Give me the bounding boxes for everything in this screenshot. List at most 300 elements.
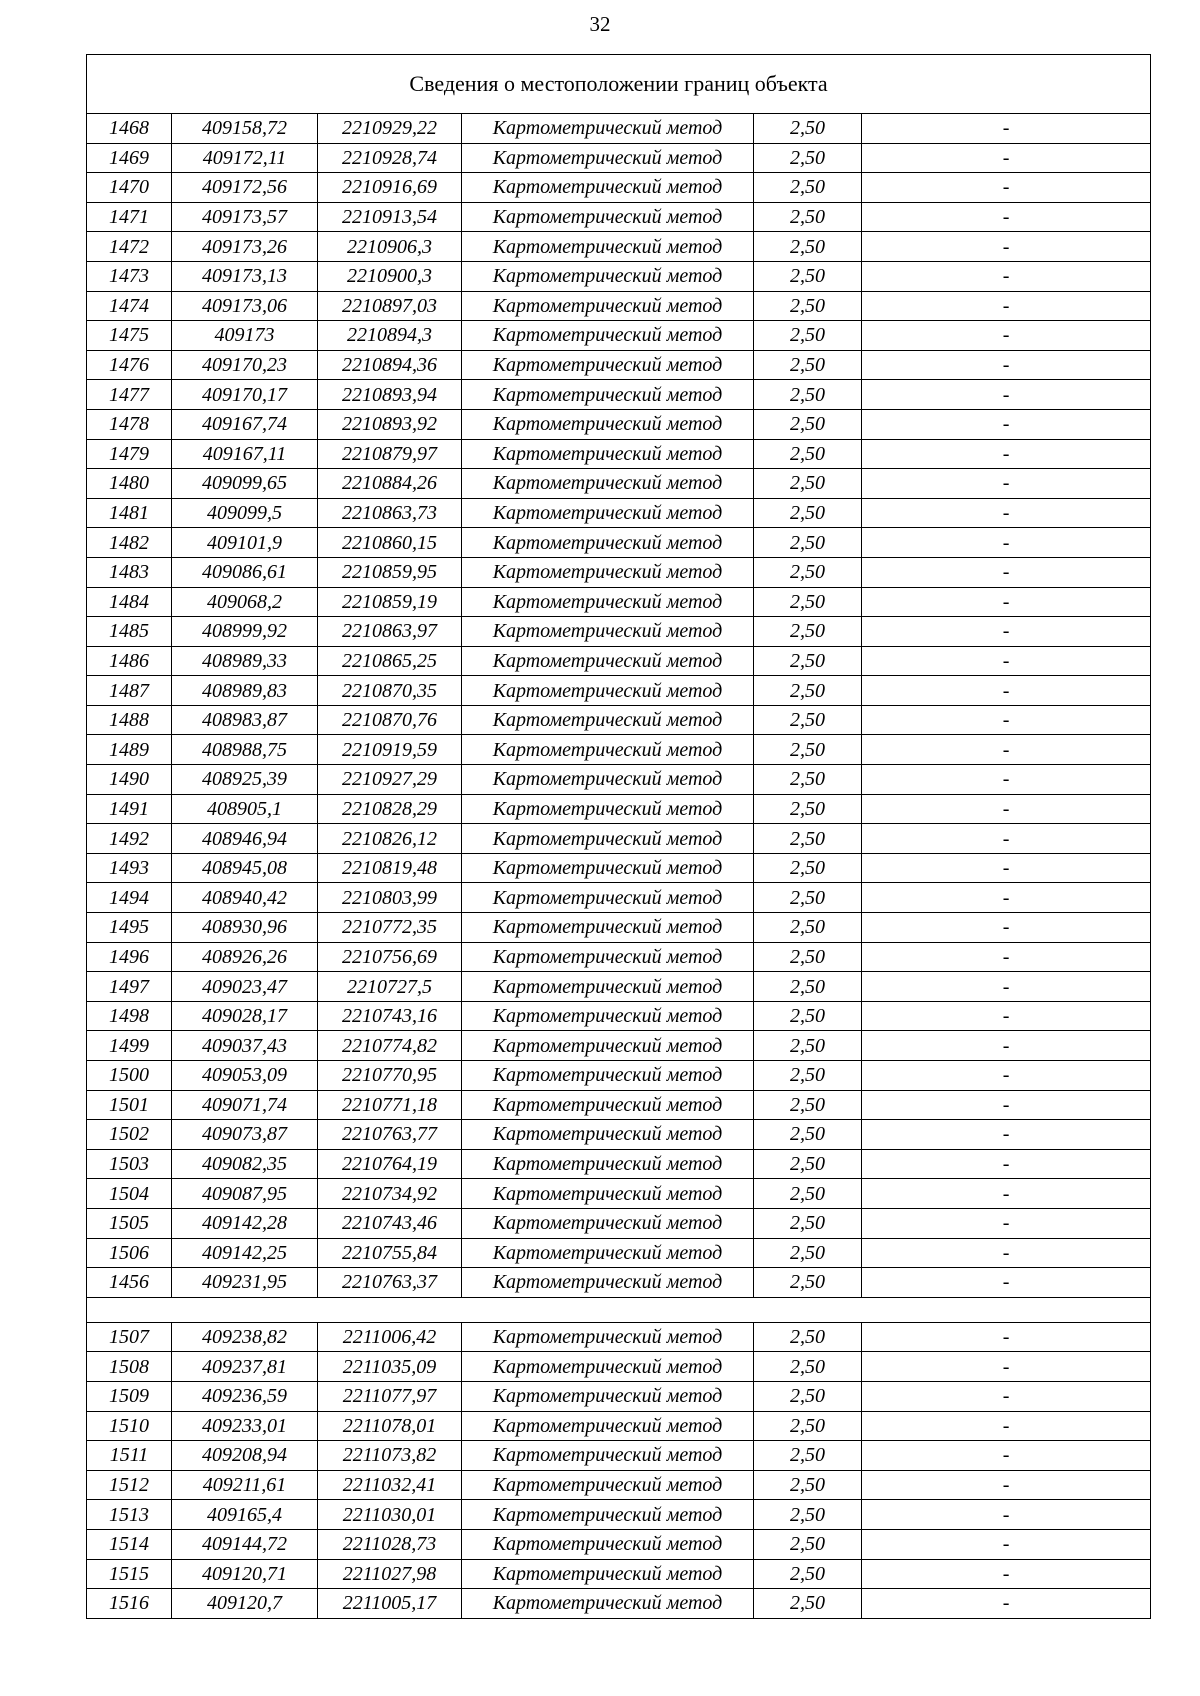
point-number-cell: 1497 [87,972,172,1002]
y-coordinate-cell: 2210863,97 [318,617,462,647]
x-coordinate-cell: 409037,43 [172,1031,318,1061]
method-cell: Картометрический метод [462,557,754,587]
accuracy-cell: 2,50 [754,1381,862,1411]
x-coordinate-cell: 409208,94 [172,1441,318,1471]
accuracy-cell: 2,50 [754,350,862,380]
note-cell: - [862,1352,1151,1382]
table-row [87,202,1151,232]
table-row [87,1441,1151,1471]
point-number-cell: 1470 [87,173,172,203]
point-number-cell: 1510 [87,1411,172,1441]
method-cell: Картометрический метод [462,883,754,913]
note-cell: - [862,1149,1151,1179]
point-number-cell: 1487 [87,676,172,706]
x-coordinate-cell: 408905,1 [172,794,318,824]
accuracy-cell: 2,50 [754,380,862,410]
x-coordinate-cell: 409144,72 [172,1529,318,1559]
x-coordinate-cell: 409237,81 [172,1352,318,1382]
table-row [87,1149,1151,1179]
method-cell: Картометрический метод [462,291,754,321]
point-number-cell: 1511 [87,1441,172,1471]
x-coordinate-cell: 409167,11 [172,439,318,469]
note-cell: - [862,1322,1151,1352]
note-cell: - [862,1061,1151,1091]
method-cell: Картометрический метод [462,173,754,203]
method-cell: Картометрический метод [462,705,754,735]
section-separator-row [87,1297,1151,1322]
method-cell: Картометрический метод [462,794,754,824]
y-coordinate-cell: 2210900,3 [318,261,462,291]
y-coordinate-cell: 2210859,95 [318,557,462,587]
point-number-cell: 1506 [87,1238,172,1268]
table-row [87,617,1151,647]
x-coordinate-cell: 408988,75 [172,735,318,765]
accuracy-cell: 2,50 [754,1001,862,1031]
y-coordinate-cell: 2210919,59 [318,735,462,765]
x-coordinate-cell: 409023,47 [172,972,318,1002]
method-cell: Картометрический метод [462,617,754,647]
accuracy-cell: 2,50 [754,528,862,558]
x-coordinate-cell: 409101,9 [172,528,318,558]
x-coordinate-cell: 409068,2 [172,587,318,617]
note-cell: - [862,735,1151,765]
x-coordinate-cell: 409173 [172,321,318,351]
accuracy-cell: 2,50 [754,1031,862,1061]
point-number-cell: 1507 [87,1322,172,1352]
point-number-cell: 1508 [87,1352,172,1382]
x-coordinate-cell: 409099,5 [172,498,318,528]
table-row [87,942,1151,972]
x-coordinate-cell: 409082,35 [172,1149,318,1179]
y-coordinate-cell: 2211006,42 [318,1322,462,1352]
x-coordinate-cell: 409087,95 [172,1179,318,1209]
table-row [87,143,1151,173]
boundary-table [86,54,1151,1619]
x-coordinate-cell: 409231,95 [172,1268,318,1298]
accuracy-cell: 2,50 [754,1352,862,1382]
point-number-cell: 1499 [87,1031,172,1061]
method-cell: Картометрический метод [462,1149,754,1179]
accuracy-cell: 2,50 [754,232,862,262]
accuracy-cell: 2,50 [754,942,862,972]
method-cell: Картометрический метод [462,1470,754,1500]
method-cell: Картометрический метод [462,1589,754,1619]
accuracy-cell: 2,50 [754,765,862,795]
point-number-cell: 1498 [87,1001,172,1031]
accuracy-cell: 2,50 [754,1179,862,1209]
table-row [87,114,1151,144]
accuracy-cell: 2,50 [754,972,862,1002]
method-cell: Картометрический метод [462,1322,754,1352]
method-cell: Картометрический метод [462,1500,754,1530]
method-cell: Картометрический метод [462,1031,754,1061]
accuracy-cell: 2,50 [754,173,862,203]
point-number-cell: 1456 [87,1268,172,1298]
x-coordinate-cell: 408989,83 [172,676,318,706]
method-cell: Картометрический метод [462,1441,754,1471]
y-coordinate-cell: 2210928,74 [318,143,462,173]
method-cell: Картометрический метод [462,587,754,617]
accuracy-cell: 2,50 [754,557,862,587]
accuracy-cell: 2,50 [754,114,862,144]
y-coordinate-cell: 2210774,82 [318,1031,462,1061]
note-cell: - [862,913,1151,943]
y-coordinate-cell: 2210756,69 [318,942,462,972]
x-coordinate-cell: 409172,11 [172,143,318,173]
y-coordinate-cell: 2210770,95 [318,1061,462,1091]
note-cell: - [862,1031,1151,1061]
x-coordinate-cell: 409170,17 [172,380,318,410]
accuracy-cell: 2,50 [754,1149,862,1179]
point-number-cell: 1495 [87,913,172,943]
method-cell: Картометрический метод [462,261,754,291]
x-coordinate-cell: 409236,59 [172,1381,318,1411]
point-number-cell: 1516 [87,1589,172,1619]
note-cell: - [862,1208,1151,1238]
note-cell: - [862,1090,1151,1120]
accuracy-cell: 2,50 [754,617,862,647]
accuracy-cell: 2,50 [754,409,862,439]
accuracy-cell: 2,50 [754,853,862,883]
point-number-cell: 1501 [87,1090,172,1120]
section-separator [87,1297,1151,1322]
method-cell: Картометрический метод [462,439,754,469]
y-coordinate-cell: 2210897,03 [318,291,462,321]
table-row [87,350,1151,380]
y-coordinate-cell: 2210743,46 [318,1208,462,1238]
y-coordinate-cell: 2211078,01 [318,1411,462,1441]
y-coordinate-cell: 2210772,35 [318,913,462,943]
point-number-cell: 1473 [87,261,172,291]
method-cell: Картометрический метод [462,1090,754,1120]
x-coordinate-cell: 408983,87 [172,705,318,735]
accuracy-cell: 2,50 [754,587,862,617]
accuracy-cell: 2,50 [754,1120,862,1150]
accuracy-cell: 2,50 [754,1441,862,1471]
y-coordinate-cell: 2211005,17 [318,1589,462,1619]
method-cell: Картометрический метод [462,765,754,795]
y-coordinate-cell: 2210916,69 [318,173,462,203]
point-number-cell: 1493 [87,853,172,883]
accuracy-cell: 2,50 [754,646,862,676]
method-cell: Картометрический метод [462,853,754,883]
y-coordinate-cell: 2210859,19 [318,587,462,617]
note-cell: - [862,1470,1151,1500]
y-coordinate-cell: 2210743,16 [318,1001,462,1031]
x-coordinate-cell: 409173,06 [172,291,318,321]
method-cell: Картометрический метод [462,1179,754,1209]
accuracy-cell: 2,50 [754,261,862,291]
point-number-cell: 1471 [87,202,172,232]
accuracy-cell: 2,50 [754,824,862,854]
x-coordinate-cell: 408925,39 [172,765,318,795]
note-cell: - [862,883,1151,913]
note-cell: - [862,1001,1151,1031]
note-cell: - [862,1559,1151,1589]
table-row [87,232,1151,262]
note-cell: - [862,469,1151,499]
accuracy-cell: 2,50 [754,1529,862,1559]
point-number-cell: 1512 [87,1470,172,1500]
table-row [87,1120,1151,1150]
method-cell: Картометрический метод [462,824,754,854]
table-row [87,291,1151,321]
x-coordinate-cell: 409211,61 [172,1470,318,1500]
method-cell: Картометрический метод [462,350,754,380]
y-coordinate-cell: 2210863,73 [318,498,462,528]
point-number-cell: 1475 [87,321,172,351]
x-coordinate-cell: 408930,96 [172,913,318,943]
y-coordinate-cell: 2210879,97 [318,439,462,469]
note-cell: - [862,528,1151,558]
table-row [87,469,1151,499]
table-row [87,1268,1151,1298]
accuracy-cell: 2,50 [754,913,862,943]
y-coordinate-cell: 2210771,18 [318,1090,462,1120]
point-number-cell: 1477 [87,380,172,410]
x-coordinate-cell: 409165,4 [172,1500,318,1530]
note-cell: - [862,1589,1151,1619]
accuracy-cell: 2,50 [754,1238,862,1268]
accuracy-cell: 2,50 [754,705,862,735]
y-coordinate-cell: 2210734,92 [318,1179,462,1209]
table-row [87,794,1151,824]
table-row [87,1238,1151,1268]
x-coordinate-cell: 408999,92 [172,617,318,647]
point-number-cell: 1484 [87,587,172,617]
x-coordinate-cell: 408945,08 [172,853,318,883]
y-coordinate-cell: 2210819,48 [318,853,462,883]
y-coordinate-cell: 2210865,25 [318,646,462,676]
method-cell: Картометрический метод [462,676,754,706]
table-row [87,676,1151,706]
table-row [87,765,1151,795]
note-cell: - [862,617,1151,647]
note-cell: - [862,972,1151,1002]
table-row [87,1411,1151,1441]
accuracy-cell: 2,50 [754,321,862,351]
point-number-cell: 1468 [87,114,172,144]
point-number-cell: 1490 [87,765,172,795]
point-number-cell: 1478 [87,409,172,439]
y-coordinate-cell: 2211032,41 [318,1470,462,1500]
table-row [87,409,1151,439]
note-cell: - [862,173,1151,203]
point-number-cell: 1472 [87,232,172,262]
accuracy-cell: 2,50 [754,439,862,469]
table-row [87,883,1151,913]
y-coordinate-cell: 2210727,5 [318,972,462,1002]
note-cell: - [862,1441,1151,1471]
x-coordinate-cell: 409173,13 [172,261,318,291]
method-cell: Картометрический метод [462,143,754,173]
x-coordinate-cell: 409142,25 [172,1238,318,1268]
y-coordinate-cell: 2210763,77 [318,1120,462,1150]
x-coordinate-cell: 409028,17 [172,1001,318,1031]
note-cell: - [862,705,1151,735]
table-row [87,646,1151,676]
accuracy-cell: 2,50 [754,735,862,765]
method-cell: Картометрический метод [462,1411,754,1441]
accuracy-cell: 2,50 [754,1208,862,1238]
table-row [87,587,1151,617]
table-row [87,321,1151,351]
x-coordinate-cell: 409120,7 [172,1589,318,1619]
accuracy-cell: 2,50 [754,1322,862,1352]
table-row [87,1179,1151,1209]
accuracy-cell: 2,50 [754,794,862,824]
y-coordinate-cell: 2210884,26 [318,469,462,499]
method-cell: Картометрический метод [462,498,754,528]
method-cell: Картометрический метод [462,1061,754,1091]
method-cell: Картометрический метод [462,1001,754,1031]
table-row [87,853,1151,883]
point-number-cell: 1504 [87,1179,172,1209]
y-coordinate-cell: 2210763,37 [318,1268,462,1298]
note-cell: - [862,291,1151,321]
point-number-cell: 1502 [87,1120,172,1150]
method-cell: Картометрический метод [462,1208,754,1238]
note-cell: - [862,409,1151,439]
accuracy-cell: 2,50 [754,498,862,528]
point-number-cell: 1500 [87,1061,172,1091]
note-cell: - [862,321,1151,351]
method-cell: Картометрический метод [462,409,754,439]
accuracy-cell: 2,50 [754,676,862,706]
table-row [87,1589,1151,1619]
table-row [87,705,1151,735]
table-row [87,735,1151,765]
point-number-cell: 1509 [87,1381,172,1411]
x-coordinate-cell: 408940,42 [172,883,318,913]
table-row [87,380,1151,410]
table-row [87,1061,1151,1091]
table-row [87,261,1151,291]
method-cell: Картометрический метод [462,972,754,1002]
point-number-cell: 1515 [87,1559,172,1589]
accuracy-cell: 2,50 [754,1470,862,1500]
y-coordinate-cell: 2210828,29 [318,794,462,824]
point-number-cell: 1474 [87,291,172,321]
table-row [87,824,1151,854]
note-cell: - [862,380,1151,410]
note-cell: - [862,587,1151,617]
point-number-cell: 1483 [87,557,172,587]
note-cell: - [862,1529,1151,1559]
accuracy-cell: 2,50 [754,1061,862,1091]
method-cell: Картометрический метод [462,114,754,144]
page-number: 32 [589,12,611,36]
y-coordinate-cell: 2210894,36 [318,350,462,380]
table-title: Сведения о местоположении границ объекта [87,55,1151,114]
table-row [87,528,1151,558]
method-cell: Картометрический метод [462,942,754,972]
method-cell: Картометрический метод [462,1352,754,1382]
point-number-cell: 1513 [87,1500,172,1530]
point-number-cell: 1480 [87,469,172,499]
table-row [87,972,1151,1002]
note-cell: - [862,1238,1151,1268]
accuracy-cell: 2,50 [754,291,862,321]
accuracy-cell: 2,50 [754,202,862,232]
method-cell: Картометрический метод [462,380,754,410]
y-coordinate-cell: 2210755,84 [318,1238,462,1268]
accuracy-cell: 2,50 [754,143,862,173]
point-number-cell: 1489 [87,735,172,765]
x-coordinate-cell: 409053,09 [172,1061,318,1091]
table-row [87,1381,1151,1411]
x-coordinate-cell: 409170,23 [172,350,318,380]
y-coordinate-cell: 2211027,98 [318,1559,462,1589]
note-cell: - [862,1381,1151,1411]
table-row [87,1090,1151,1120]
method-cell: Картометрический метод [462,202,754,232]
y-coordinate-cell: 2210893,92 [318,409,462,439]
x-coordinate-cell: 409086,61 [172,557,318,587]
y-coordinate-cell: 2210913,54 [318,202,462,232]
note-cell: - [862,794,1151,824]
y-coordinate-cell: 2210906,3 [318,232,462,262]
note-cell: - [862,676,1151,706]
accuracy-cell: 2,50 [754,1589,862,1619]
x-coordinate-cell: 409142,28 [172,1208,318,1238]
point-number-cell: 1494 [87,883,172,913]
x-coordinate-cell: 409071,74 [172,1090,318,1120]
method-cell: Картометрический метод [462,1268,754,1298]
accuracy-cell: 2,50 [754,1559,862,1589]
table-row [87,913,1151,943]
accuracy-cell: 2,50 [754,883,862,913]
x-coordinate-cell: 409073,87 [172,1120,318,1150]
point-number-cell: 1503 [87,1149,172,1179]
point-number-cell: 1491 [87,794,172,824]
point-number-cell: 1505 [87,1208,172,1238]
point-number-cell: 1492 [87,824,172,854]
note-cell: - [862,202,1151,232]
y-coordinate-cell: 2210894,3 [318,321,462,351]
x-coordinate-cell: 408926,26 [172,942,318,972]
x-coordinate-cell: 409172,56 [172,173,318,203]
y-coordinate-cell: 2210893,94 [318,380,462,410]
accuracy-cell: 2,50 [754,1500,862,1530]
method-cell: Картометрический метод [462,735,754,765]
method-cell: Картометрический метод [462,528,754,558]
note-cell: - [862,942,1151,972]
table-row [87,173,1151,203]
method-cell: Картометрический метод [462,646,754,676]
note-cell: - [862,765,1151,795]
table-row [87,1208,1151,1238]
table-row [87,498,1151,528]
method-cell: Картометрический метод [462,1238,754,1268]
point-number-cell: 1482 [87,528,172,558]
table-row [87,1559,1151,1589]
table-row [87,1500,1151,1530]
x-coordinate-cell: 409173,57 [172,202,318,232]
table-row [87,1529,1151,1559]
point-number-cell: 1476 [87,350,172,380]
y-coordinate-cell: 2210929,22 [318,114,462,144]
method-cell: Картометрический метод [462,321,754,351]
y-coordinate-cell: 2210826,12 [318,824,462,854]
point-number-cell: 1514 [87,1529,172,1559]
y-coordinate-cell: 2210860,15 [318,528,462,558]
method-cell: Картометрический метод [462,1120,754,1150]
y-coordinate-cell: 2211077,97 [318,1381,462,1411]
accuracy-cell: 2,50 [754,1411,862,1441]
method-cell: Картометрический метод [462,232,754,262]
note-cell: - [862,646,1151,676]
